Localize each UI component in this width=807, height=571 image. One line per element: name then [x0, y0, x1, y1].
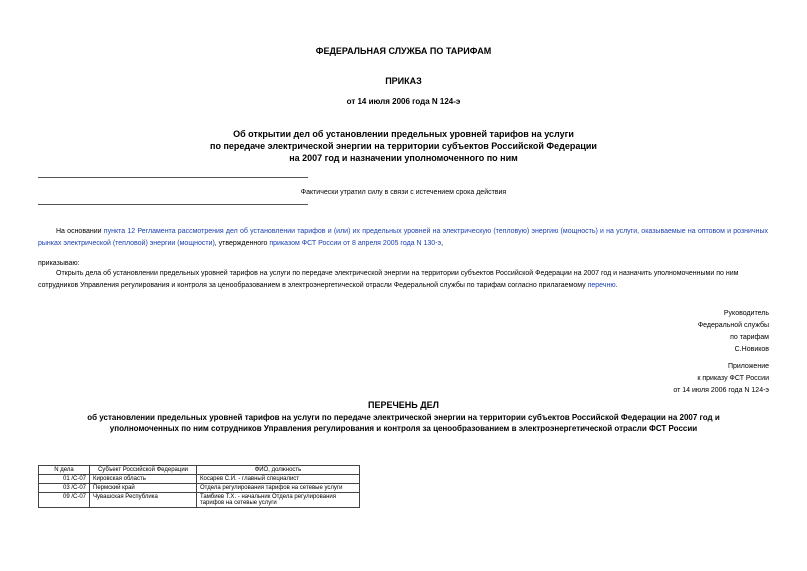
appendix-date: от 14 июля 2006 года N 124-э: [673, 387, 769, 394]
doc-date-number: от 14 июля 2006 года N 124-э: [346, 97, 461, 106]
order-end: .: [615, 282, 618, 289]
divider: [38, 177, 308, 178]
doc-type: ПРИКАЗ: [385, 76, 422, 86]
doc-title-line: на 2007 год и назначении уполномоченного по ним: [289, 153, 518, 163]
signature-org: Федеральной службы: [697, 322, 769, 329]
case-number: 03 /С-07: [39, 484, 90, 493]
region: Чувашская Республика: [90, 493, 197, 508]
appendix-label: Приложение: [727, 363, 769, 370]
status-note: Фактически утратил силу в связи с истечением срока действия: [300, 189, 507, 196]
preamble-middle: , утвержденного: [214, 240, 268, 247]
case-number: 09 /С-07: [39, 493, 90, 508]
table-row: [39, 484, 360, 493]
signature-org-cont: по тарифам: [730, 334, 769, 341]
order-verb: приказываю:: [38, 260, 80, 267]
region: Кировская область: [90, 475, 197, 484]
doc-title-line: по передаче электрической энергии на территории субъектов Российской Федерации: [210, 141, 597, 151]
regulation-link[interactable]: пункта 12 Регламента рассмотрения дел об установлении тарифов и (или) их предельных уровней на электрическую (тепловую) энергию (мощность) и на услуги, оказываемые на оптовом и розничных рынках электрической (тепловой) энергии (мощности): [38, 228, 768, 247]
list-subtitle-line: об установлении предельных уровней тарифов на услуги по передаче электрической энергии на территории субъектов Российской Федерации на 2007 год и: [87, 413, 720, 422]
list-subtitle: [0, 412, 807, 434]
responsible-person: Отдела регулирования тарифов на сетевые услуги: [197, 484, 360, 493]
list-link[interactable]: перечню: [587, 282, 616, 289]
table-row: [39, 475, 360, 484]
signature-title: Руководитель: [723, 310, 769, 317]
appendix-block: [673, 361, 769, 397]
preamble: [38, 226, 768, 250]
col-header-case-number: N дела: [39, 466, 90, 475]
cases-table: [38, 465, 360, 508]
preamble-lead: На основании: [56, 228, 102, 235]
divider: [38, 204, 308, 205]
responsible-person: Тамбиев Т.Х. - начальник Отдела регулирования тарифов на сетевые услуги: [197, 493, 360, 508]
list-title: ПЕРЕЧЕНЬ ДЕЛ: [367, 400, 439, 410]
order-body: Открыть дела об установлении предельных уровней тарифов на услуги по передаче электрической энергии на территории субъектов Российской Федерации на 2007 год и назначить уполномоченными по ним сотрудников Управления регулирования и контроля за ценообразованием в электроэнергетической отрасли Федеральной службы по тарифам согласно прилагаемому: [38, 270, 739, 289]
preamble-end: ,: [441, 240, 444, 247]
doc-title-line: Об открытии дел об установлении предельных уровней тарифов на услуги: [233, 129, 574, 139]
order-text: [38, 268, 768, 292]
region: Пермский край: [90, 484, 197, 493]
case-number: 01 /С-07: [39, 475, 90, 484]
doc-title: [0, 128, 807, 164]
appendix-ref: к приказу ФСТ России: [697, 375, 769, 382]
signature-name: С.Новиков: [734, 346, 769, 353]
list-subtitle-line: уполномоченных по ним сотрудников Управления регулирования и контроля за ценообразованием в электроэнергетической отрасли ФСТ России: [109, 424, 698, 433]
col-header-region: Субъект Российской Федерации: [90, 466, 197, 475]
agency-name: ФЕДЕРАЛЬНАЯ СЛУЖБА ПО ТАРИФАМ: [315, 46, 492, 56]
signature-block: [698, 308, 769, 356]
table-row: [39, 493, 360, 508]
table-header-row: [39, 466, 360, 475]
fst-order-link[interactable]: приказом ФСТ России от 8 апреля 2005 года N 130-э: [269, 240, 442, 247]
responsible-person: Косарев С.И. - главный специалист: [197, 475, 360, 484]
col-header-person: ФИО, должность: [197, 466, 360, 475]
